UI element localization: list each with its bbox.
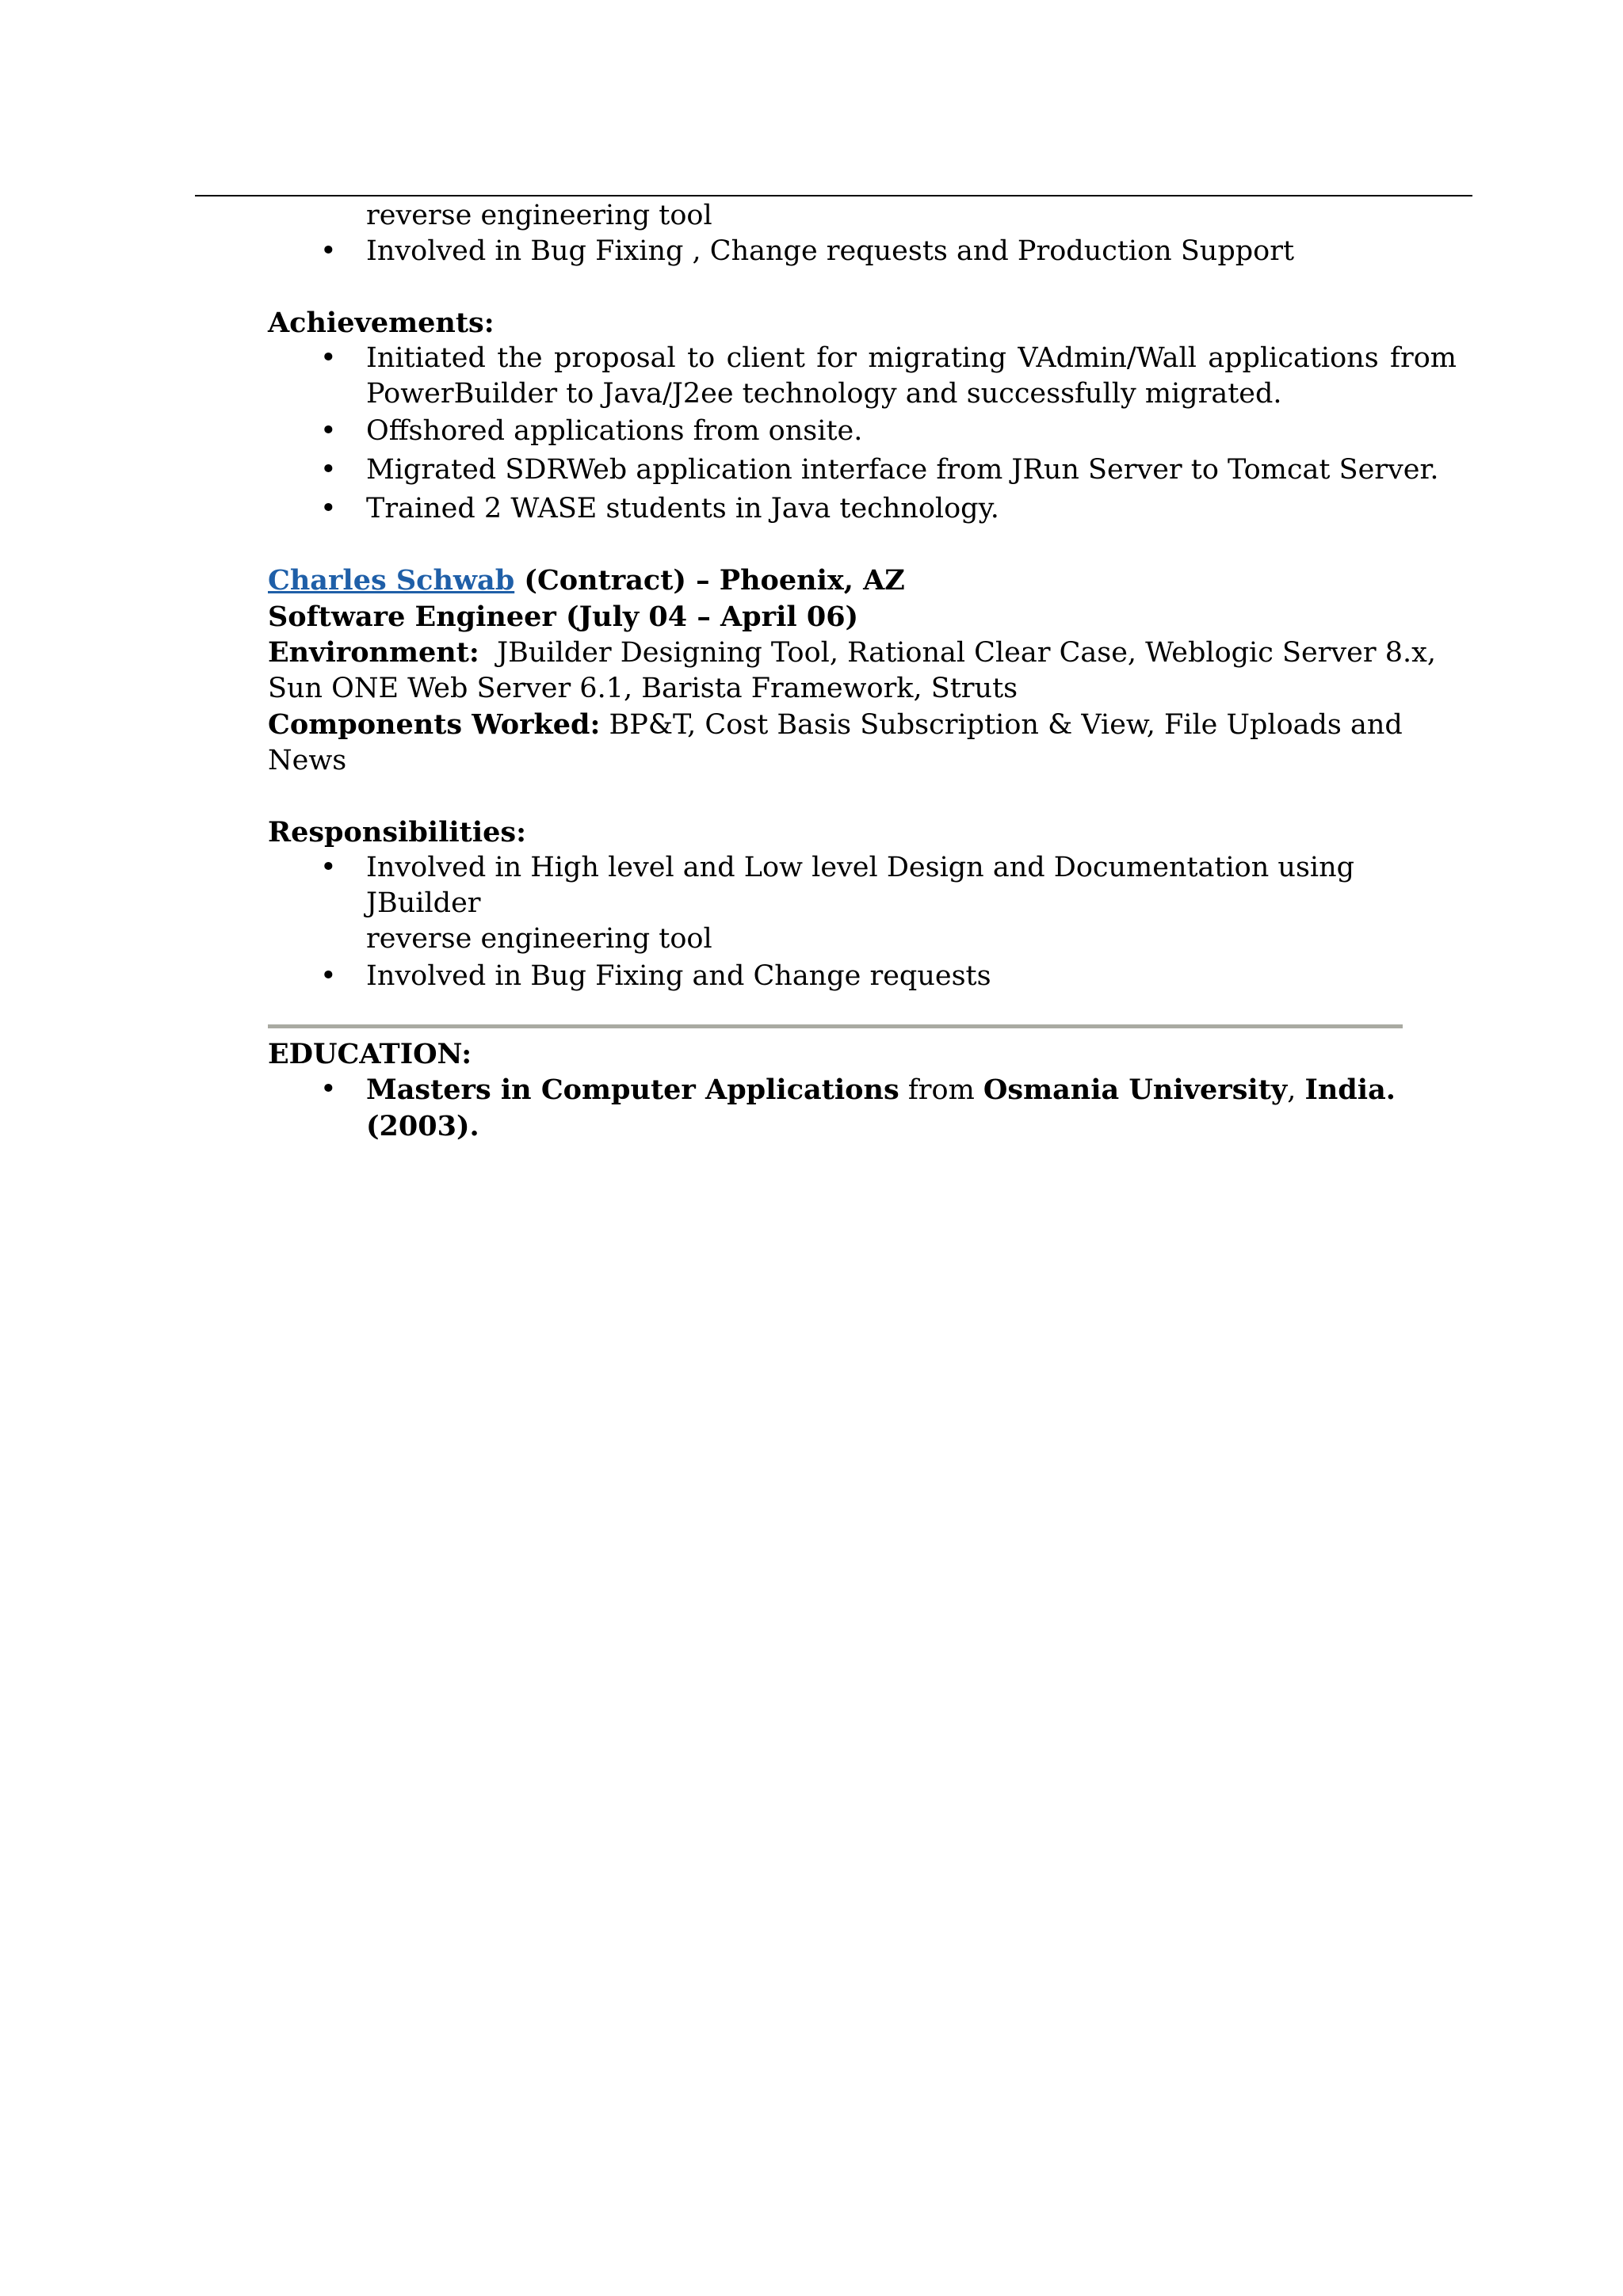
- header-rule: [195, 195, 1472, 196]
- continuation-line: reverse engineering tool: [366, 200, 712, 231]
- job-title: Software Engineer (July 04 – April 06): [268, 601, 859, 633]
- job-environment: Environment: JBuilder Designing Tool, Rational Clear Case, Weblogic Server 8.x,: [268, 636, 1437, 669]
- bullet-icon: •: [320, 415, 337, 447]
- list-item: • Involved in Bug Fixing , Change requests and Production Support: [268, 234, 1457, 269]
- company-link[interactable]: Charles Schwab: [268, 564, 515, 597]
- job-environment-continued: Sun ONE Web Server 6.1, Barista Framework, Struts: [268, 673, 1018, 704]
- list-item: • Initiated the proposal to client for migrating VAdmin/Wall applications from PowerBuilder to Java/J2ee technology and successfully migrated.: [320, 342, 1457, 410]
- list-item: • Involved in High level and Low level Design and Documentation using JBuilder reverse engineering tool: [320, 852, 1355, 955]
- resume-content: [268, 198, 1457, 1145]
- bullet-icon: •: [320, 342, 337, 374]
- section-divider: [268, 1024, 1403, 1028]
- bullet-icon: •: [320, 493, 337, 524]
- bullet-icon: •: [320, 454, 337, 486]
- education-heading: EDUCATION:: [268, 1038, 472, 1070]
- achievements-list: [268, 341, 1457, 527]
- bullet-icon: •: [320, 852, 337, 883]
- education-list: [268, 1072, 1457, 1145]
- list-item: • Trained 2 WASE students in Java technology.: [268, 491, 1457, 527]
- job-components: Components Worked: BP&T, Cost Basis Subscription & View, File Uploads and News: [268, 708, 1403, 776]
- list-item: • Masters in Computer Applications from Osmania University, India. (2003).: [320, 1074, 1396, 1142]
- bullet-icon: •: [320, 235, 337, 267]
- achievements-heading: Achievements:: [268, 307, 495, 339]
- responsibilities-list: [268, 850, 1457, 994]
- bullet-icon: •: [320, 960, 337, 992]
- bullet-icon: •: [320, 1074, 337, 1105]
- prev-responsibilities-list: [268, 234, 1457, 269]
- list-item: • Involved in Bug Fixing and Change requests: [268, 959, 1457, 994]
- responsibilities-heading: Responsibilities:: [268, 816, 527, 849]
- list-item: • Offshored applications from onsite.: [268, 414, 1457, 449]
- list-item: • Migrated SDRWeb application interface from JRun Server to Tomcat Server.: [268, 452, 1457, 488]
- job-company-line: Charles Schwab (Contract) – Phoenix, AZ: [268, 564, 905, 597]
